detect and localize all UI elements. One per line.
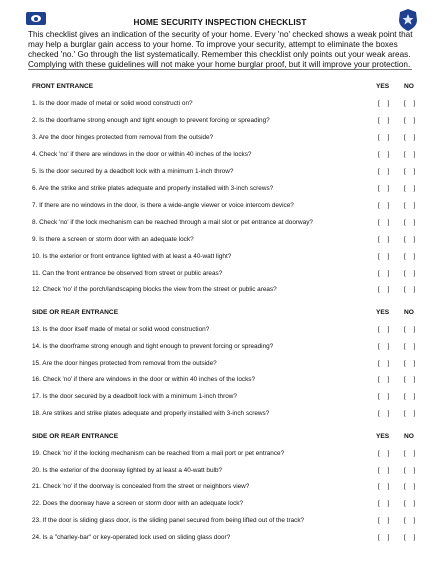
yes-checkbox[interactable]: [ ]	[378, 359, 393, 367]
intro-line: checked 'no.' Go through the list systematically. Remember this checklist only points out your weak areas.	[28, 50, 411, 59]
yes-checkbox[interactable]: [ ]	[378, 393, 393, 401]
checklist-item	[32, 342, 424, 352]
checklist-question: 8. Check 'no' if the lock mechanism can be reached through a mail slot or pet entrance at doorway?	[32, 218, 313, 226]
yes-checkbox[interactable]: [ ]	[378, 516, 393, 524]
yes-checkbox[interactable]: [ ]	[378, 500, 393, 508]
checklist-item	[32, 499, 424, 509]
no-checkbox[interactable]: [ ]	[404, 133, 419, 141]
checklist-item	[32, 269, 424, 279]
checklist-item	[32, 392, 424, 402]
checklist-question: 4. Check 'no' if there are windows in the door or within 40 inches of the locks?	[32, 150, 252, 158]
checklist-question: 23. If the door is sliding glass door, is the sliding panel secured from being lifted out of the track?	[32, 516, 305, 524]
checklist-item	[32, 482, 424, 492]
yes-checkbox[interactable]: [ ]	[378, 150, 393, 158]
intro-line: This checklist gives an indication of the security of your home. Every 'no' checked shows a weak point that	[28, 30, 413, 39]
checklist-question: 5. Is the door secured by a deadbolt lock with a minimum 1-inch throw?	[32, 167, 234, 175]
no-checkbox[interactable]: [ ]	[404, 533, 419, 541]
yes-checkbox[interactable]: [ ]	[378, 167, 393, 175]
checklist-question: 21. Check 'no' if the doorway is concealed from the street or neighbors view?	[32, 483, 250, 491]
checklist-item	[32, 116, 424, 126]
yes-checkbox[interactable]: [ ]	[378, 184, 393, 192]
checklist-question: 12. Check 'no' if the porch/landscaping blocks the view from the street or public areas?	[32, 286, 277, 294]
no-checkbox[interactable]: [ ]	[404, 167, 419, 175]
no-checkbox[interactable]: [ ]	[404, 116, 419, 124]
checklist-item	[32, 533, 424, 543]
intro-line: Complying with these guidelines will not make your home burglar proof, but it will improve your protection.	[28, 60, 411, 69]
intro-underline	[28, 69, 412, 70]
yes-checkbox[interactable]: [ ]	[378, 269, 393, 277]
no-checkbox[interactable]: [ ]	[404, 218, 419, 226]
checklist-item	[32, 516, 424, 526]
yes-checkbox[interactable]: [ ]	[378, 133, 393, 141]
checklist-item	[32, 235, 424, 245]
no-checkbox[interactable]: [ ]	[404, 184, 419, 192]
no-column-header: NO	[404, 83, 414, 90]
checklist-item	[32, 375, 424, 385]
checklist-question: 7. If there are no windows in the door, is there a wide-angle viewer or voice intercom device?	[32, 201, 294, 209]
no-checkbox[interactable]: [ ]	[404, 269, 419, 277]
intro-paragraph	[28, 30, 420, 70]
checklist-question: 19. Check 'no' if the locking mechanism can be reached from a mail port or pet entrance?	[32, 450, 285, 457]
no-checkbox[interactable]: [ ]	[404, 100, 419, 107]
checklist-question: 13. Is the door itself made of metal or solid wood construction?	[32, 326, 210, 333]
checklist-item	[32, 252, 424, 262]
section-title: SIDE OR REAR ENTRANCE	[32, 309, 119, 316]
no-checkbox[interactable]: [ ]	[404, 466, 419, 474]
no-checkbox[interactable]: [ ]	[404, 500, 419, 508]
yes-checkbox[interactable]: [ ]	[378, 483, 393, 491]
no-column-header: NO	[404, 309, 414, 316]
checklist-question: 11. Can the front entrance be observed from street or public areas?	[32, 269, 223, 277]
no-checkbox[interactable]: [ ]	[404, 342, 419, 350]
no-checkbox[interactable]: [ ]	[404, 286, 419, 294]
checklist-item	[32, 409, 424, 419]
yes-column-header: YES	[376, 433, 390, 440]
checklist-item	[32, 359, 424, 369]
checklist-item	[32, 466, 424, 476]
checklist-item	[32, 133, 424, 143]
no-checkbox[interactable]: [ ]	[404, 235, 419, 243]
checklist-item	[32, 150, 424, 160]
no-checkbox[interactable]: [ ]	[404, 516, 419, 524]
yes-checkbox[interactable]: [ ]	[378, 201, 393, 209]
no-checkbox[interactable]: [ ]	[404, 252, 419, 260]
section-title: FRONT ENTRANCE	[32, 83, 94, 90]
checklist-question: 20. Is the exterior of the doorway lighted by at least a 40-watt bulb?	[32, 466, 223, 474]
checklist-question: 15. Are the door hinges protected from removal from the outside?	[32, 359, 217, 367]
no-checkbox[interactable]: [ ]	[404, 450, 419, 457]
checklist-question: 1. Is the door made of metal or solid wood constructi on?	[32, 100, 193, 107]
checklist-question: 16. Check 'no' if there are windows in the door or within 40 inches of the locks?	[32, 376, 256, 384]
checklist-question: 9. Is there a screen or storm door with an adequate lock?	[32, 235, 194, 243]
yes-checkbox[interactable]: [ ]	[378, 376, 393, 384]
yes-checkbox[interactable]: [ ]	[378, 100, 393, 107]
no-checkbox[interactable]: [ ]	[404, 326, 419, 333]
yes-checkbox[interactable]: [ ]	[378, 218, 393, 226]
yes-checkbox[interactable]: [ ]	[378, 410, 393, 417]
checklist-question: 10. Is the exterior or front entrance lighted with at least a 40-watt light?	[32, 252, 232, 260]
yes-checkbox[interactable]: [ ]	[378, 450, 393, 457]
checklist-question: 6. Are the strike and strike plates adequate and properly installed with 3-inch screws?	[32, 184, 274, 192]
intro-line: may help a burglar gain access to your home. To improve your security, attempt to eliminate the boxes	[28, 40, 398, 49]
yes-checkbox[interactable]: [ ]	[378, 342, 393, 350]
section-title: SIDE OR REAR ENTRANCE	[32, 433, 119, 440]
yes-checkbox[interactable]: [ ]	[378, 235, 393, 243]
yes-checkbox[interactable]: [ ]	[378, 116, 393, 124]
page-title: HOME SECURITY INSPECTION CHECKLIST	[133, 18, 307, 27]
checklist-item	[32, 184, 424, 194]
yes-checkbox[interactable]: [ ]	[378, 466, 393, 474]
checklist-item	[32, 449, 424, 459]
no-checkbox[interactable]: [ ]	[404, 150, 419, 158]
yes-column-header: YES	[376, 83, 390, 90]
no-column-header: NO	[404, 433, 414, 440]
yes-checkbox[interactable]: [ ]	[378, 252, 393, 260]
no-checkbox[interactable]: [ ]	[404, 359, 419, 367]
yes-checkbox[interactable]: [ ]	[378, 533, 393, 541]
no-checkbox[interactable]: [ ]	[404, 201, 419, 209]
checklist-item	[32, 99, 424, 109]
no-checkbox[interactable]: [ ]	[404, 393, 419, 401]
checklist-item	[32, 325, 424, 335]
checklist-item	[32, 201, 424, 211]
checklist-question: 3. Are the door hinges protected from removal from the outside?	[32, 133, 214, 141]
yes-column-header: YES	[376, 309, 390, 316]
checklist-item	[32, 218, 424, 228]
checklist-question: 2. Is the doorframe strong enough and tight enough to prevent forcing or spreading?	[32, 116, 270, 124]
checklist-question: 18. Are strikes and strike plates adequate and properly installed with 3-inch screws?	[32, 410, 270, 417]
no-checkbox[interactable]: [ ]	[404, 410, 419, 417]
checklist-question: 24. Is a "charley-bar" or key-operated lock used on sliding glass door?	[32, 533, 231, 541]
checklist-item	[32, 285, 424, 295]
checklist-item	[32, 167, 424, 177]
no-checkbox[interactable]: [ ]	[404, 376, 419, 384]
yes-checkbox[interactable]: [ ]	[378, 286, 393, 294]
checklist-question: 22. Does the doorway have a screen or storm door with an adequate lock?	[32, 500, 244, 508]
checklist-question: 17. Is the door secured by a deadbolt lock with a minimum 1-inch throw?	[32, 393, 237, 401]
checklist-question: 14. Is the doorframe strong enough and tight enough to prevent forcing or spreading?	[32, 342, 274, 350]
no-checkbox[interactable]: [ ]	[404, 483, 419, 491]
yes-checkbox[interactable]: [ ]	[378, 326, 393, 333]
